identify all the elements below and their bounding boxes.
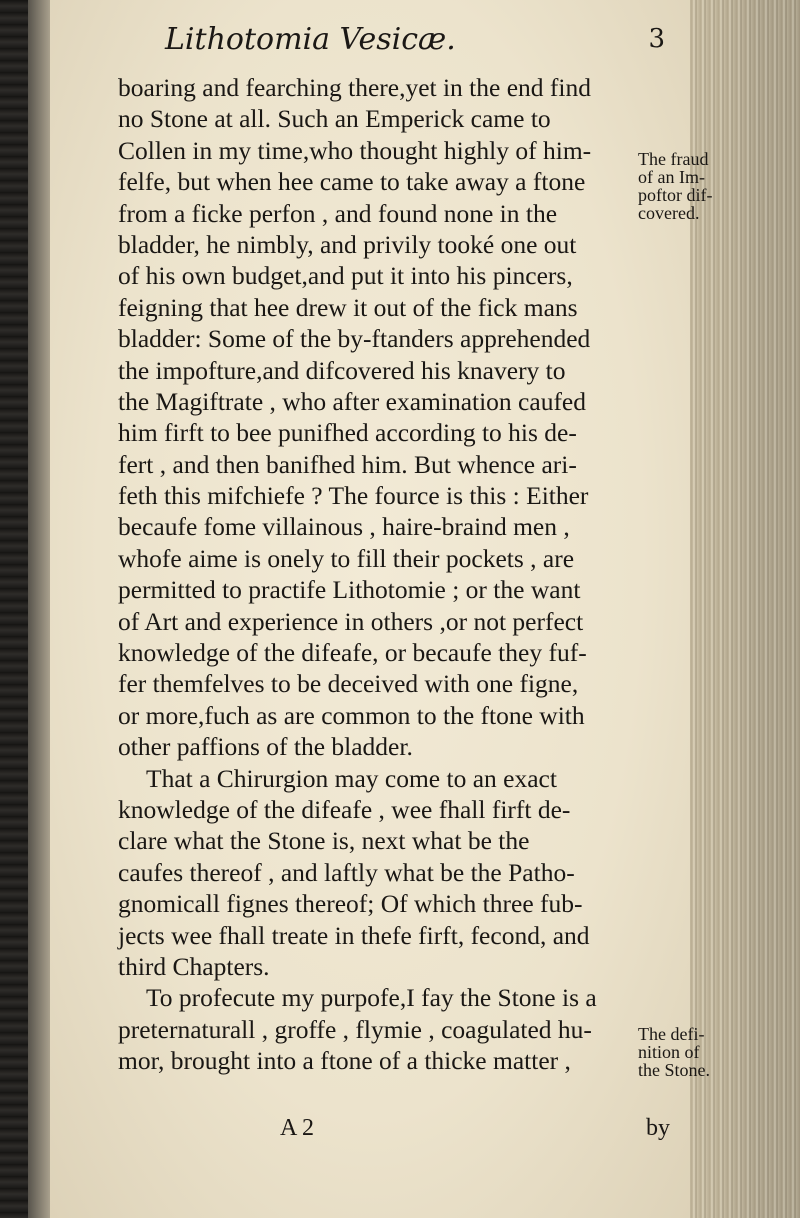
margin-note-line: covered.	[638, 203, 700, 223]
text-line: the Magiftrate , who after examination caufed	[118, 386, 587, 416]
text-line: mor, brought into a ftone of a thicke matter ,	[118, 1046, 571, 1076]
margin-note-definition	[638, 1025, 748, 1079]
text-line: permitted to practife Lithotomie ; or the want	[118, 575, 581, 605]
text-line: of Art and experience in others ,or not perfect	[118, 606, 584, 636]
paragraph-start-line: To profecute my purpofe,I fay the Stone is a	[146, 983, 597, 1013]
text-line: becaufe fome villainous , haire-braind men ,	[118, 512, 570, 542]
text-line: boaring and fearching there,yet in the end find	[118, 73, 591, 102]
text-line: bladder: Some of the by-ftanders apprehended	[118, 324, 591, 354]
text-line: other paffions of the bladder.	[118, 732, 413, 762]
text-line: whofe aime is onely to fill their pockets , are	[118, 543, 575, 573]
signature-mark: A 2	[280, 1115, 315, 1141]
text-line: clare what the Stone is, next what be the	[118, 826, 530, 856]
catchword: by	[646, 1115, 670, 1141]
book-page	[50, 0, 690, 1218]
text-line: the impofture,and difcovered his knavery to	[118, 355, 566, 385]
text-line: knowledge of the difeafe , wee fhall firft de-	[118, 794, 571, 824]
text-line: gnomicall fignes thereof; Of which three fub-	[118, 889, 583, 919]
text-line: preternaturall , groffe , flymie , coagulated hu-	[118, 1014, 592, 1044]
text-line: feth this mifchiefe ? The fource is this : Either	[118, 481, 589, 511]
running-header	[165, 22, 665, 62]
text-line: Collen in my time,who thought highly of him-	[118, 135, 592, 165]
margin-note-line: poftor dif-	[638, 185, 713, 205]
body-text	[118, 72, 678, 1077]
text-line: third Chapters.	[118, 951, 270, 981]
text-line: knowledge of the difeafe, or becaufe they fuf-	[118, 638, 587, 668]
running-title: Lithotomia Vesicæ.	[165, 22, 456, 57]
page-number: 3	[648, 24, 665, 54]
text-line: caufes thereof , and laftly what be the Patho-	[118, 857, 575, 887]
text-line: jects wee fhall treate in thefe firft, fecond, and	[118, 920, 590, 950]
text-line: fer themfelves to be deceived with one figne,	[118, 669, 579, 699]
text-line: him firft to bee punifhed according to his de-	[118, 418, 577, 448]
text-line: from a ficke perfon , and found none in the	[118, 198, 558, 228]
margin-note-line: The defi-	[638, 1024, 705, 1044]
text-line: no Stone at all. Such an Emperick came to	[118, 104, 551, 134]
paragraph-start-line: That a Chirurgion may come to an exact	[146, 763, 557, 793]
margin-note-line: nition of	[638, 1042, 700, 1062]
margin-note-fraud	[638, 150, 748, 222]
book-gutter-edge	[0, 0, 28, 1218]
text-line: felfe, but when hee came to take away a ftone	[118, 167, 586, 197]
page-footer	[170, 1115, 670, 1149]
text-line: of his own budget,and put it into his pincers,	[118, 261, 573, 291]
text-line: or more,fuch as are common to the ftone with	[118, 700, 585, 730]
margin-note-line: the Stone.	[638, 1060, 710, 1080]
text-line: feigning that hee drew it out of the fick mans	[118, 292, 578, 322]
margin-note-line: of an Im-	[638, 167, 705, 187]
text-line: fert , and then banifhed him. But whence ari-	[118, 449, 577, 479]
margin-note-line: The fraud	[638, 149, 709, 169]
text-line: bladder, he nimbly, and privily tooké one out	[118, 229, 577, 259]
